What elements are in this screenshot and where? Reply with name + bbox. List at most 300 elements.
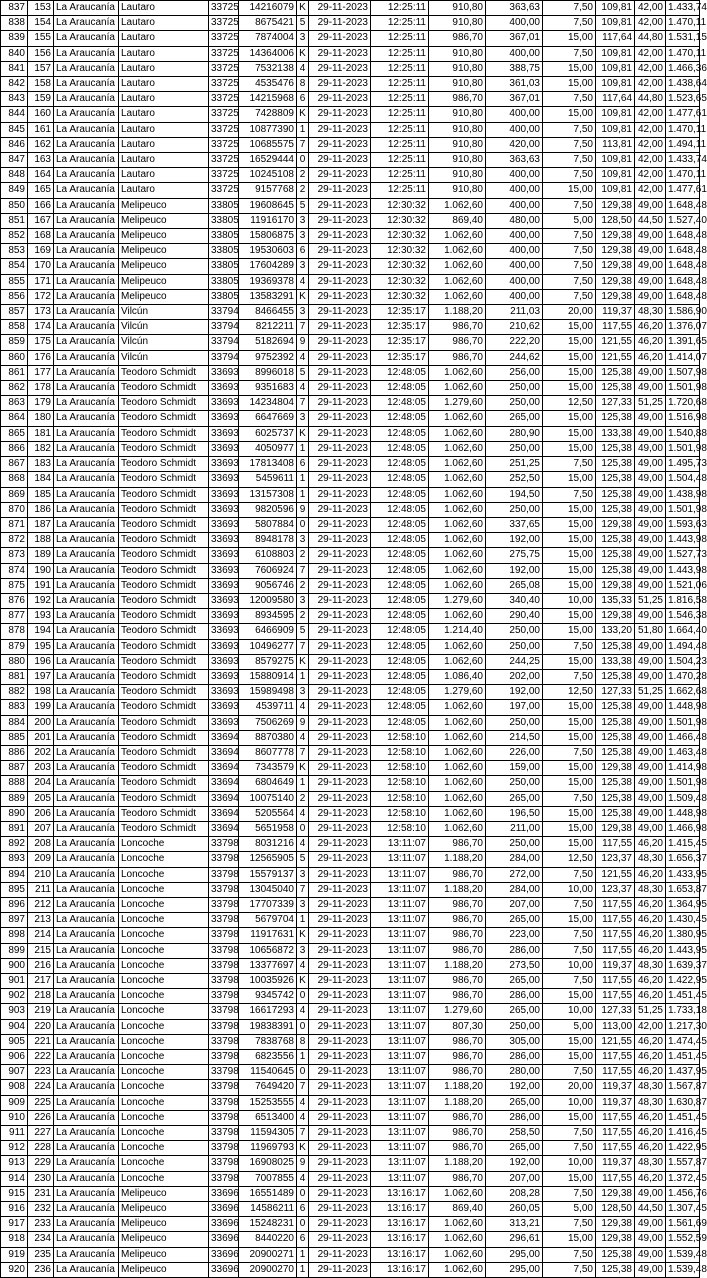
table-row	[1, 943, 700, 958]
amount-3-cell: 15,00	[543, 1050, 596, 1065]
amount-1-cell: 910,80	[429, 107, 486, 122]
table-row	[1, 578, 700, 593]
table-row	[1, 77, 700, 92]
commune-cell: Loncoche	[119, 974, 209, 989]
row-number-cell: 869	[1, 487, 28, 502]
amount-5-cell: 46,20	[635, 897, 666, 912]
date-cell: 29-11-2023	[309, 472, 371, 487]
total-cell: 1.422,95	[666, 1141, 700, 1156]
dv-cell: 3	[297, 943, 309, 958]
amount-2-cell: 340,40	[486, 593, 543, 608]
date-cell: 29-11-2023	[309, 897, 371, 912]
amount-5-cell: 49,00	[635, 578, 666, 593]
time-cell: 12:48:05	[371, 441, 429, 456]
amount-3-cell: 15,00	[543, 821, 596, 836]
dv-cell: 7	[297, 320, 309, 335]
time-cell: 13:11:07	[371, 837, 429, 852]
date-cell: 29-11-2023	[309, 92, 371, 107]
table-row	[1, 502, 700, 517]
rut-cell: 6025737	[239, 426, 297, 441]
time-cell: 12:48:05	[371, 578, 429, 593]
code-cell: 33798	[209, 913, 239, 928]
amount-4-cell: 125,38	[596, 776, 635, 791]
amount-2-cell: 265,00	[486, 791, 543, 806]
rut-cell: 10685575	[239, 137, 297, 152]
region-cell: La Araucanía	[54, 1186, 119, 1201]
amount-3-cell: 7,50	[543, 244, 596, 259]
row-number-cell: 857	[1, 305, 28, 320]
amount-3-cell: 15,00	[543, 1110, 596, 1125]
row-number-cell: 888	[1, 776, 28, 791]
region-cell: La Araucanía	[54, 989, 119, 1004]
code-cell: 33693	[209, 700, 239, 715]
time-cell: 12:48:05	[371, 654, 429, 669]
rut-cell: 12565905	[239, 852, 297, 867]
commune-cell: Loncoche	[119, 1110, 209, 1125]
total-cell: 1.504,48	[666, 472, 700, 487]
rut-cell: 15880914	[239, 669, 297, 684]
code-cell: 33696	[209, 1247, 239, 1262]
amount-5-cell: 49,00	[635, 533, 666, 548]
amount-5-cell: 49,00	[635, 745, 666, 760]
time-cell: 12:30:32	[371, 259, 429, 274]
commune-cell: Loncoche	[119, 913, 209, 928]
rut-cell: 8031216	[239, 837, 297, 852]
row-number-cell: 915	[1, 1186, 28, 1201]
amount-5-cell: 49,00	[635, 563, 666, 578]
region-cell: La Araucanía	[54, 168, 119, 183]
amount-2-cell: 197,00	[486, 700, 543, 715]
time-cell: 12:25:11	[371, 92, 429, 107]
code-cell: 33798	[209, 1171, 239, 1186]
amount-3-cell: 7,50	[543, 928, 596, 943]
dv-cell: 0	[297, 1186, 309, 1201]
table-row	[1, 533, 700, 548]
date-cell: 29-11-2023	[309, 46, 371, 61]
total-cell: 1.586,90	[666, 305, 700, 320]
rut-cell: 7506269	[239, 715, 297, 730]
table-row	[1, 1095, 700, 1110]
region-cell: La Araucanía	[54, 806, 119, 821]
amount-2-cell: 400,00	[486, 107, 543, 122]
date-cell: 29-11-2023	[309, 198, 371, 213]
amount-4-cell: 113,00	[596, 1019, 635, 1034]
amount-2-cell: 250,00	[486, 381, 543, 396]
amount-1-cell: 1.062,60	[429, 1217, 486, 1232]
code-cell: 33696	[209, 1202, 239, 1217]
date-cell: 29-11-2023	[309, 669, 371, 684]
total-cell: 1.376,07	[666, 320, 700, 335]
rut-cell: 11916170	[239, 213, 297, 228]
code-cell: 33693	[209, 426, 239, 441]
region-cell: La Araucanía	[54, 335, 119, 350]
item-number-cell: 234	[28, 1232, 54, 1247]
amount-3-cell: 12,50	[543, 852, 596, 867]
table-row	[1, 1065, 700, 1080]
amount-1-cell: 1.062,60	[429, 715, 486, 730]
rut-cell: 13583291	[239, 289, 297, 304]
row-number-cell: 913	[1, 1156, 28, 1171]
code-cell: 33693	[209, 548, 239, 563]
amount-4-cell: 121,55	[596, 350, 635, 365]
amount-1-cell: 910,80	[429, 137, 486, 152]
rut-cell: 14215968	[239, 92, 297, 107]
region-cell: La Araucanía	[54, 153, 119, 168]
code-cell: 33725	[209, 61, 239, 76]
amount-2-cell: 258,50	[486, 1126, 543, 1141]
row-number-cell: 850	[1, 198, 28, 213]
total-cell: 1.521,06	[666, 578, 700, 593]
item-number-cell: 231	[28, 1186, 54, 1201]
amount-3-cell: 10,00	[543, 882, 596, 897]
table-row	[1, 1262, 700, 1277]
amount-5-cell: 49,00	[635, 381, 666, 396]
time-cell: 12:30:32	[371, 244, 429, 259]
amount-1-cell: 1.062,60	[429, 198, 486, 213]
amount-1-cell: 986,70	[429, 350, 486, 365]
time-cell: 13:11:07	[371, 1156, 429, 1171]
amount-1-cell: 1.062,60	[429, 761, 486, 776]
table-row	[1, 213, 700, 228]
item-number-cell: 220	[28, 1019, 54, 1034]
dv-cell: 0	[297, 1065, 309, 1080]
region-cell: La Araucanía	[54, 441, 119, 456]
amount-5-cell: 46,20	[635, 943, 666, 958]
amount-4-cell: 125,38	[596, 1247, 635, 1262]
commune-cell: Melipeuco	[119, 229, 209, 244]
rut-cell: 8996018	[239, 365, 297, 380]
dv-cell: 3	[297, 229, 309, 244]
time-cell: 12:48:05	[371, 639, 429, 654]
item-number-cell: 217	[28, 974, 54, 989]
region-cell: La Araucanía	[54, 1004, 119, 1019]
amount-5-cell: 42,00	[635, 122, 666, 137]
amount-5-cell: 49,00	[635, 487, 666, 502]
dv-cell: 5	[297, 198, 309, 213]
dv-cell: 5	[297, 16, 309, 31]
amount-1-cell: 910,80	[429, 61, 486, 76]
row-number-cell: 865	[1, 426, 28, 441]
amount-5-cell: 49,00	[635, 517, 666, 532]
commune-cell: Teodoro Schmidt	[119, 685, 209, 700]
dv-cell: 3	[297, 685, 309, 700]
date-cell: 29-11-2023	[309, 852, 371, 867]
table-row	[1, 1004, 700, 1019]
commune-cell: Teodoro Schmidt	[119, 487, 209, 502]
commune-cell: Lautaro	[119, 46, 209, 61]
amount-5-cell: 46,20	[635, 867, 666, 882]
dv-cell: 2	[297, 578, 309, 593]
item-number-cell: 214	[28, 928, 54, 943]
dv-cell: K	[297, 46, 309, 61]
commune-cell: Melipeuco	[119, 259, 209, 274]
amount-4-cell: 133,38	[596, 654, 635, 669]
amount-2-cell: 361,03	[486, 77, 543, 92]
total-cell: 1.501,98	[666, 776, 700, 791]
date-cell: 29-11-2023	[309, 806, 371, 821]
commune-cell: Loncoche	[119, 1080, 209, 1095]
rut-cell: 8607778	[239, 745, 297, 760]
amount-1-cell: 986,70	[429, 989, 486, 1004]
total-cell: 1.433,74	[666, 153, 700, 168]
amount-2-cell: 284,00	[486, 852, 543, 867]
region-cell: La Araucanía	[54, 1232, 119, 1247]
table-row	[1, 745, 700, 760]
amount-2-cell: 400,00	[486, 46, 543, 61]
time-cell: 12:25:11	[371, 77, 429, 92]
table-row	[1, 487, 700, 502]
amount-5-cell: 42,00	[635, 107, 666, 122]
dv-cell: 1	[297, 1247, 309, 1262]
total-cell: 1.495,73	[666, 457, 700, 472]
table-row	[1, 259, 700, 274]
item-number-cell: 197	[28, 669, 54, 684]
dv-cell: 2	[297, 183, 309, 198]
amount-2-cell: 265,00	[486, 913, 543, 928]
dv-cell: K	[297, 974, 309, 989]
amount-4-cell: 109,81	[596, 1, 635, 16]
code-cell: 33693	[209, 487, 239, 502]
amount-3-cell: 20,00	[543, 1080, 596, 1095]
amount-4-cell: 117,55	[596, 1141, 635, 1156]
total-cell: 1.557,87	[666, 1156, 700, 1171]
table-row	[1, 1, 700, 16]
commune-cell: Teodoro Schmidt	[119, 609, 209, 624]
dv-cell: K	[297, 654, 309, 669]
date-cell: 29-11-2023	[309, 259, 371, 274]
amount-5-cell: 49,00	[635, 1186, 666, 1201]
amount-3-cell: 15,00	[543, 563, 596, 578]
amount-5-cell: 44,50	[635, 213, 666, 228]
amount-4-cell: 117,55	[596, 1126, 635, 1141]
code-cell: 33694	[209, 730, 239, 745]
commune-cell: Melipeuco	[119, 1186, 209, 1201]
commune-cell: Teodoro Schmidt	[119, 502, 209, 517]
row-number-cell: 907	[1, 1065, 28, 1080]
commune-cell: Melipeuco	[119, 198, 209, 213]
amount-4-cell: 125,38	[596, 1262, 635, 1277]
date-cell: 29-11-2023	[309, 153, 371, 168]
region-cell: La Araucanía	[54, 1065, 119, 1080]
amount-5-cell: 46,20	[635, 335, 666, 350]
amount-2-cell: 250,00	[486, 624, 543, 639]
item-number-cell: 160	[28, 107, 54, 122]
amount-5-cell: 49,00	[635, 1232, 666, 1247]
total-cell: 1.470,28	[666, 669, 700, 684]
amount-1-cell: 1.062,60	[429, 533, 486, 548]
total-cell: 1.539,48	[666, 1247, 700, 1262]
code-cell: 33798	[209, 1080, 239, 1095]
amount-3-cell: 5,00	[543, 213, 596, 228]
amount-4-cell: 125,38	[596, 365, 635, 380]
region-cell: La Araucanía	[54, 411, 119, 426]
amount-3-cell: 15,00	[543, 533, 596, 548]
rut-cell: 5679704	[239, 913, 297, 928]
time-cell: 12:48:05	[371, 548, 429, 563]
row-number-cell: 870	[1, 502, 28, 517]
dv-cell: 7	[297, 137, 309, 152]
rut-cell: 6804649	[239, 776, 297, 791]
amount-5-cell: 49,00	[635, 1262, 666, 1277]
amount-3-cell: 7,50	[543, 1065, 596, 1080]
dv-cell: 0	[297, 821, 309, 836]
region-cell: La Araucanía	[54, 867, 119, 882]
item-number-cell: 226	[28, 1110, 54, 1125]
amount-5-cell: 49,00	[635, 791, 666, 806]
total-cell: 1.653,87	[666, 882, 700, 897]
dv-cell: 6	[297, 244, 309, 259]
amount-3-cell: 10,00	[543, 958, 596, 973]
table-row	[1, 974, 700, 989]
region-cell: La Araucanía	[54, 1156, 119, 1171]
rut-cell: 7343579	[239, 761, 297, 776]
item-number-cell: 159	[28, 92, 54, 107]
amount-4-cell: 129,38	[596, 1232, 635, 1247]
date-cell: 29-11-2023	[309, 533, 371, 548]
total-cell: 1.433,95	[666, 867, 700, 882]
time-cell: 12:48:05	[371, 715, 429, 730]
rut-cell: 9157768	[239, 183, 297, 198]
amount-5-cell: 46,20	[635, 1050, 666, 1065]
amount-3-cell: 7,50	[543, 1126, 596, 1141]
amount-3-cell: 15,00	[543, 77, 596, 92]
row-number-cell: 877	[1, 609, 28, 624]
dv-cell: K	[297, 1141, 309, 1156]
code-cell: 33798	[209, 1156, 239, 1171]
amount-5-cell: 48,30	[635, 1156, 666, 1171]
amount-5-cell: 46,20	[635, 928, 666, 943]
time-cell: 12:48:05	[371, 517, 429, 532]
rut-cell: 14364006	[239, 46, 297, 61]
commune-cell: Melipeuco	[119, 1217, 209, 1232]
commune-cell: Melipeuco	[119, 1247, 209, 1262]
commune-cell: Teodoro Schmidt	[119, 761, 209, 776]
item-number-cell: 200	[28, 715, 54, 730]
time-cell: 13:11:07	[371, 958, 429, 973]
commune-cell: Loncoche	[119, 1065, 209, 1080]
amount-5-cell: 49,00	[635, 472, 666, 487]
amount-4-cell: 109,81	[596, 122, 635, 137]
time-cell: 12:48:05	[371, 457, 429, 472]
time-cell: 13:11:07	[371, 897, 429, 912]
date-cell: 29-11-2023	[309, 1202, 371, 1217]
amount-1-cell: 1.279,60	[429, 1004, 486, 1019]
code-cell: 33693	[209, 669, 239, 684]
item-number-cell: 169	[28, 244, 54, 259]
time-cell: 13:16:17	[371, 1186, 429, 1201]
amount-4-cell: 123,37	[596, 852, 635, 867]
code-cell: 33805	[209, 213, 239, 228]
row-number-cell: 864	[1, 411, 28, 426]
rut-cell: 5651958	[239, 821, 297, 836]
item-number-cell: 236	[28, 1262, 54, 1277]
amount-2-cell: 226,00	[486, 745, 543, 760]
dv-cell: 4	[297, 61, 309, 76]
rut-cell: 4539711	[239, 700, 297, 715]
dv-cell: 3	[297, 533, 309, 548]
table-row	[1, 1247, 700, 1262]
amount-3-cell: 15,00	[543, 381, 596, 396]
amount-1-cell: 986,70	[429, 974, 486, 989]
rut-cell: 8948178	[239, 533, 297, 548]
amount-3-cell: 15,00	[543, 411, 596, 426]
table-row	[1, 411, 700, 426]
row-number-cell: 844	[1, 107, 28, 122]
code-cell: 33798	[209, 1019, 239, 1034]
region-cell: La Araucanía	[54, 46, 119, 61]
code-cell: 33693	[209, 411, 239, 426]
amount-3-cell: 10,00	[543, 1156, 596, 1171]
region-cell: La Araucanía	[54, 1217, 119, 1232]
date-cell: 29-11-2023	[309, 1247, 371, 1262]
date-cell: 29-11-2023	[309, 1232, 371, 1247]
commune-cell: Teodoro Schmidt	[119, 791, 209, 806]
region-cell: La Araucanía	[54, 943, 119, 958]
amount-4-cell: 117,55	[596, 897, 635, 912]
amount-2-cell: 367,01	[486, 31, 543, 46]
time-cell: 12:58:10	[371, 761, 429, 776]
total-cell: 1.422,95	[666, 974, 700, 989]
total-cell: 1.593,63	[666, 517, 700, 532]
code-cell: 33693	[209, 441, 239, 456]
code-cell: 33798	[209, 943, 239, 958]
commune-cell: Loncoche	[119, 1156, 209, 1171]
item-number-cell: 211	[28, 882, 54, 897]
date-cell: 29-11-2023	[309, 563, 371, 578]
amount-1-cell: 1.188,20	[429, 958, 486, 973]
rut-cell: 9752392	[239, 350, 297, 365]
amount-1-cell: 1.062,60	[429, 654, 486, 669]
code-cell: 33693	[209, 381, 239, 396]
amount-2-cell: 256,00	[486, 365, 543, 380]
row-number-cell: 846	[1, 137, 28, 152]
amount-4-cell: 129,38	[596, 1217, 635, 1232]
item-number-cell: 223	[28, 1065, 54, 1080]
date-cell: 29-11-2023	[309, 1126, 371, 1141]
commune-cell: Teodoro Schmidt	[119, 715, 209, 730]
item-number-cell: 225	[28, 1095, 54, 1110]
amount-5-cell: 42,00	[635, 77, 666, 92]
total-cell: 1.639,37	[666, 958, 700, 973]
amount-3-cell: 15,00	[543, 517, 596, 532]
total-cell: 1.448,98	[666, 806, 700, 821]
region-cell: La Araucanía	[54, 548, 119, 563]
amount-3-cell: 15,00	[543, 700, 596, 715]
commune-cell: Loncoche	[119, 1034, 209, 1049]
amount-2-cell: 286,00	[486, 989, 543, 1004]
time-cell: 13:11:07	[371, 928, 429, 943]
date-cell: 29-11-2023	[309, 411, 371, 426]
code-cell: 33693	[209, 457, 239, 472]
date-cell: 29-11-2023	[309, 928, 371, 943]
region-cell: La Araucanía	[54, 685, 119, 700]
code-cell: 33694	[209, 761, 239, 776]
dv-cell: 5	[297, 365, 309, 380]
dv-cell: 7	[297, 745, 309, 760]
amount-3-cell: 15,00	[543, 776, 596, 791]
dv-cell: 0	[297, 989, 309, 1004]
total-cell: 1.443,95	[666, 943, 700, 958]
region-cell: La Araucanía	[54, 472, 119, 487]
amount-1-cell: 1.062,60	[429, 426, 486, 441]
amount-2-cell: 295,00	[486, 1247, 543, 1262]
dv-cell: 4	[297, 730, 309, 745]
date-cell: 29-11-2023	[309, 1186, 371, 1201]
total-cell: 1.470,11	[666, 168, 700, 183]
commune-cell: Melipeuco	[119, 1262, 209, 1277]
amount-5-cell: 44,80	[635, 92, 666, 107]
rut-cell: 8466455	[239, 305, 297, 320]
